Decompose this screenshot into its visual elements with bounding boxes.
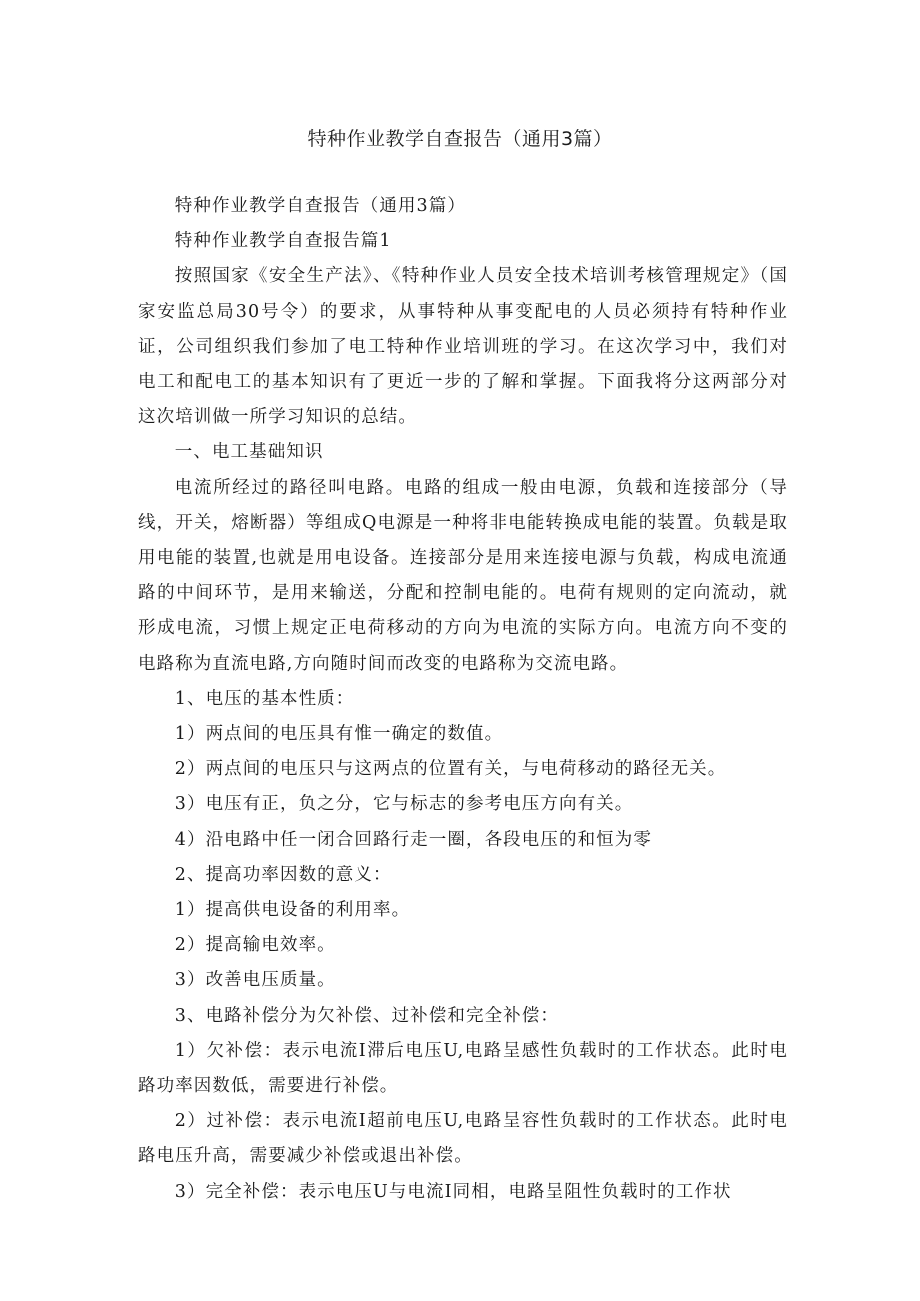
list-item: 3）改善电压质量。 [174, 970, 336, 991]
paragraph-compensation-heading: 3、电路补偿分为欠补偿、过补偿和完全补偿： [174, 1005, 559, 1026]
paragraph-intro: 按照国家《安全生产法》、《特种作业人员安全技术培训考核管理规定》（国家安监总局30号令）的要求，从事特种从事变配电的人员必须持有特种作业证，公司组织我们参加了电工特种作业培训班的学习。在这次学习中，我们对电工和配电工的基本知识有了更近一步的了解和掌握。下面我将分这两部分对这次培训做一所学习知识的总结。 [138, 266, 788, 428]
document-body [138, 189, 788, 1210]
paragraph-subtitle: 特种作业教学自查报告（通用3篇） [174, 196, 466, 216]
list-item: 1）欠补偿：表示电流I滞后电压U,电路呈感性负载时的工作状态。此时电路功率因数低，需要进行补偿。 [138, 1040, 788, 1097]
list-item: 2）提高输电效率。 [174, 935, 336, 956]
paragraph-power-factor-heading: 2、提高功率因数的意义： [174, 864, 392, 885]
list-item: 4）沿电路中任一闭合回路行走一圈，各段电压的和恒为零 [174, 829, 652, 850]
list-item: 2）过补偿：表示电流I超前电压U,电路呈容性负载时的工作状态。此时电路电压升高，需要减少补偿或退出补偿。 [138, 1111, 788, 1167]
paragraph-voltage-heading: 1、电压的基本性质： [174, 688, 355, 709]
list-item: 1）两点间的电压具有惟一确定的数值。 [174, 724, 504, 745]
document-title: 特种作业教学自查报告（通用3篇） [307, 128, 613, 150]
paragraph-section-heading: 特种作业教学自查报告篇1 [174, 231, 392, 252]
list-item: 1）提高供电设备的利用率。 [174, 900, 411, 921]
list-item: 3）电压有正，负之分，它与标志的参考电压方向有关。 [174, 794, 634, 815]
paragraph-heading-basics: 一、电工基础知识 [174, 442, 324, 463]
list-item: 2）两点间的电压只与这两点的位置有关，与电荷移动的路径无关。 [174, 759, 727, 780]
list-item: 3）完全补偿：表示电压U与电流I同相，电路呈阻性负载时的工作状 [174, 1181, 732, 1202]
paragraph-circuit: 电流所经过的路径叫电路。电路的组成一般由电源，负载和连接部分（导线，开关，熔断器）等组成Q电源是一种将非电能转换成电能的装置。负载是取用电能的装置,也就是用电设备。连接部分是用来连接电源与负载，构成电流通路的中间环节，是用来输送，分配和控制电能的。电荷有规则的定向流动，就形成电流，习惯上规定正电荷移动的方向为电流的实际方向。电流方向不变的电路称为直流电路,方向随时间而改变的电路称为交流电路。 [138, 477, 788, 674]
